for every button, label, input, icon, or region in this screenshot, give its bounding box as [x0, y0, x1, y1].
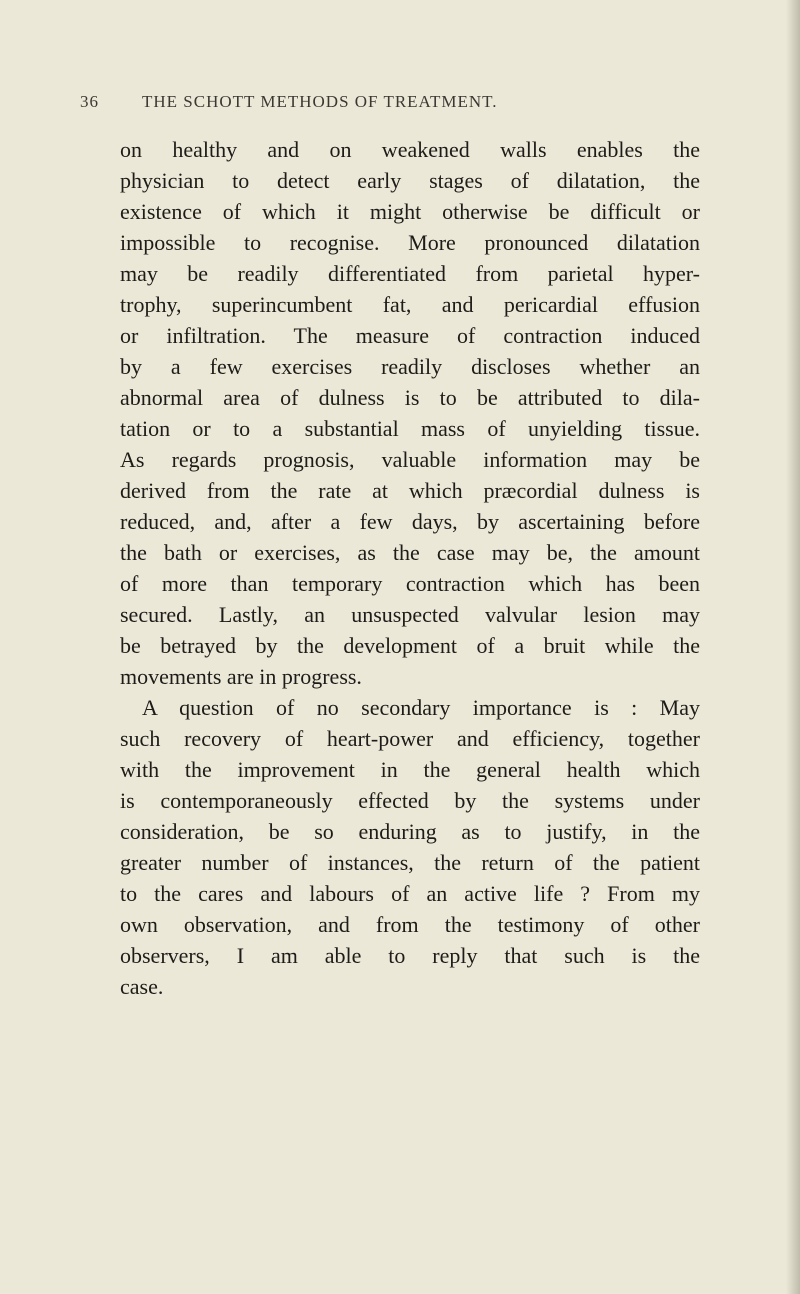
text-line: with the improvement in the general health which — [120, 757, 700, 782]
body-text — [120, 134, 700, 1002]
text-line: such recovery of heart-power and efficiency, together — [120, 726, 700, 751]
text-line: to the cares and labours of an active life ? From my — [120, 881, 700, 906]
text-line: be betrayed by the development of a bruit while the — [120, 633, 700, 658]
text-line: abnormal area of dulness is to be attributed to dila- — [120, 385, 700, 410]
text-line: consideration, be so enduring as to justify, in the — [120, 819, 700, 844]
text-line: impossible to recognise. More pronounced dilatation — [120, 230, 700, 255]
text-line: tation or to a substantial mass of unyielding tissue. — [120, 416, 700, 441]
text-line: reduced, and, after a few days, by ascertaining before — [120, 509, 700, 534]
text-line: trophy, superincumbent fat, and pericardial effusion — [120, 292, 700, 317]
text-line: is contemporaneously effected by the systems under — [120, 788, 700, 813]
text-line: may be readily differentiated from parietal hyper- — [120, 261, 700, 286]
text-line: own observation, and from the testimony of other — [120, 912, 700, 937]
running-title: THE SCHOTT METHODS OF TREATMENT. — [142, 92, 498, 111]
text-line: on healthy and on weakened walls enables the — [120, 137, 700, 162]
text-line: secured. Lastly, an unsuspected valvular lesion may — [120, 602, 700, 627]
text-line: derived from the rate at which præcordial dulness is — [120, 478, 700, 503]
text-line: the bath or exercises, as the case may be, the amount — [120, 540, 700, 565]
running-head — [80, 92, 720, 116]
page-number: 36 — [80, 92, 99, 111]
text-line: by a few exercises readily discloses whether an — [120, 354, 700, 379]
text-line: existence of which it might otherwise be difficult or — [120, 199, 700, 224]
text-line: greater number of instances, the return of the patient — [120, 850, 700, 875]
text-line: of more than temporary contraction which has been — [120, 571, 700, 596]
page-edge-shadow — [786, 0, 800, 1294]
paragraph-end-line: movements are in progress. — [120, 664, 362, 689]
paragraph-start-line: A question of no secondary importance is : May — [142, 695, 700, 720]
paragraph-end-line: case. — [120, 974, 164, 999]
text-line: physician to detect early stages of dilatation, the — [120, 168, 700, 193]
text-line: or infiltration. The measure of contraction induced — [120, 323, 700, 348]
text-line: As regards prognosis, valuable information may be — [120, 447, 700, 472]
text-line: observers, I am able to reply that such is the — [120, 943, 700, 968]
